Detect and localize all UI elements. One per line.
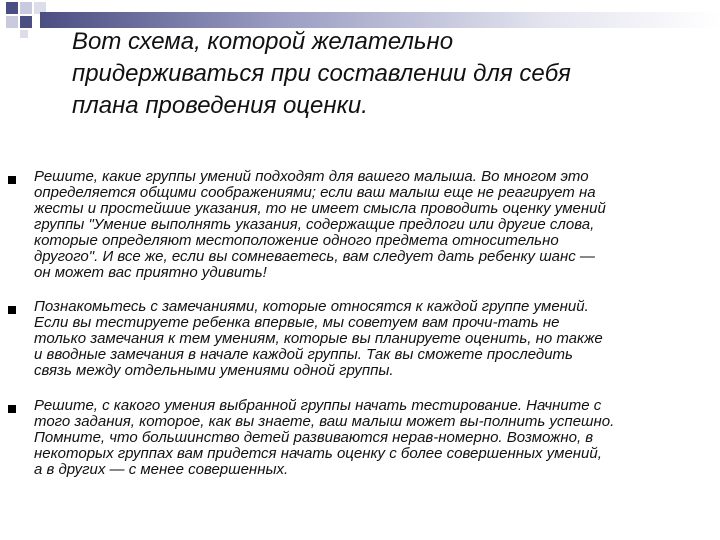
- bullet-text-line: Познакомьтесь с замечаниями, которые относятся к каждой группе умений.: [34, 299, 589, 315]
- title-line: придерживаться при составлении для себя: [72, 60, 571, 87]
- square-bullet-icon: [8, 176, 16, 184]
- title-line: плана проведения оценки.: [72, 92, 368, 119]
- decor-square-dark-2: [20, 16, 32, 28]
- bullet-text-line: и вводные замечания в начале каждой группы. Так вы сможете проследить: [34, 347, 573, 363]
- decor-square-dark-1: [6, 2, 18, 14]
- bullet-text-line: связь между отдельными умениями одной группы.: [34, 363, 394, 379]
- title-line: Вот схема, которой желательно: [72, 28, 454, 55]
- bullet-item: [0, 299, 720, 379]
- bullet-text-line: которые определяют местоположение одного предмета относительно: [34, 233, 559, 249]
- bullet-text-line: а в других — с менее совершенных.: [34, 462, 289, 478]
- decor-square-light-2: [6, 16, 18, 28]
- decor-square-light-1: [20, 2, 32, 14]
- square-bullet-icon: [8, 405, 16, 413]
- square-bullet-icon: [8, 306, 16, 314]
- bullet-text-line: только замечания к тем умениям, которые вы планируете оценить, но также: [34, 331, 603, 347]
- bullet-text-line: некоторых группах вам придется начать оценку с более совершенных умений,: [34, 446, 602, 462]
- bullet-text-line: Помните, что большинство детей развиваются нерав-номерно. Возможно, в: [34, 430, 594, 446]
- bullet-item: [0, 169, 720, 281]
- bullet-item: [0, 398, 720, 478]
- decor-square-light-4: [20, 30, 28, 38]
- bullet-text-line: того задания, которое, как вы знаете, ваш малыш может вы-полнить успешно.: [34, 414, 615, 430]
- bullet-text-line: он может вас приятно удивить!: [34, 265, 267, 281]
- bullet-text-line: группы "Умение выполнять указания, содержащие предлоги или другие слова,: [34, 217, 595, 233]
- bullet-text-line: Решите, какие группы умений подходят для вашего малыша. Во многом это: [34, 169, 589, 185]
- bullet-text-line: другого". И все же, если вы сомневаетесь, вам следует дать ребенку шанс —: [34, 249, 595, 265]
- bullet-text-line: определяется общими соображениями; если ваш малыш еще не реагирует на: [34, 185, 596, 201]
- bullet-text-line: жесты и простейшие указания, то не имеет смысла проводить оценку умений: [34, 201, 606, 217]
- bullet-text-line: Если вы тестируете ребенка впервые, мы советуем вам прочи-тать не: [34, 315, 560, 331]
- slide-title: [72, 26, 672, 122]
- bullet-list: [0, 169, 720, 496]
- bullet-text-line: Решите, с какого умения выбранной группы начать тестирование. Начните с: [34, 398, 602, 414]
